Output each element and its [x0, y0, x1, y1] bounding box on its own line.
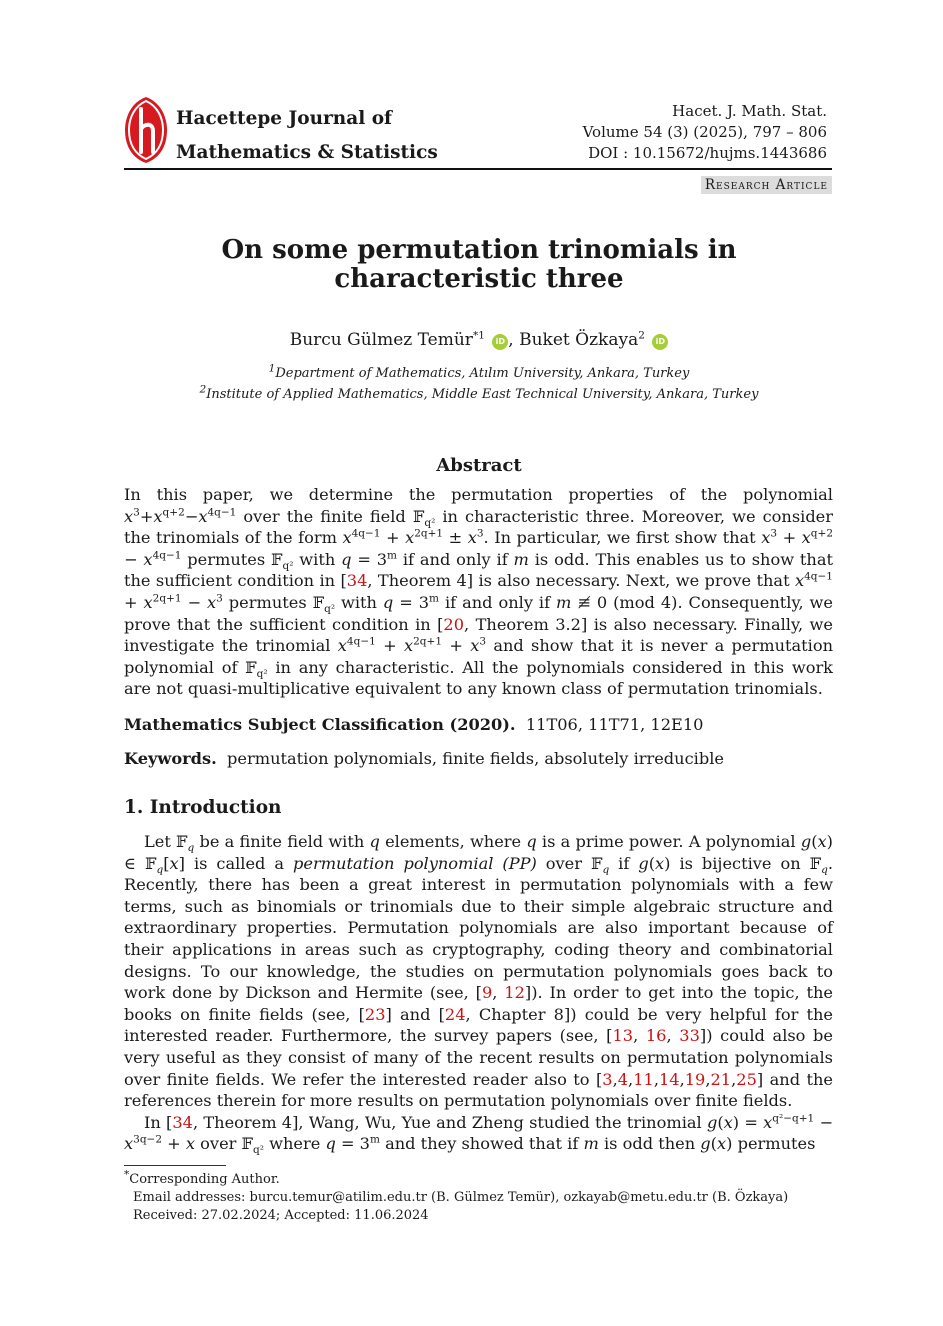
msc-line: [124, 715, 703, 734]
header-divider: [124, 168, 832, 170]
citation-doi[interactable]: DOI : 10.15672/hujms.1443686: [588, 144, 827, 162]
citation-volume: Volume 54 (3) (2025), 797 – 806: [582, 123, 827, 141]
author-line: Burcu Gülmez Temür$^{*1}$ iD , Buket Özkaya$^2$ iD: [124, 330, 834, 350]
footnote-dates: Received: 27.02.2024; Accepted: 11.06.2024: [133, 1208, 429, 1223]
keywords-label: Keywords.: [124, 749, 217, 768]
keywords-line: [124, 749, 724, 768]
footnote-divider: [124, 1165, 226, 1166]
orcid-icon[interactable]: iD: [492, 334, 508, 350]
journal-name: [176, 102, 438, 170]
abstract-heading: Abstract: [436, 455, 522, 476]
author-1: Burcu Gülmez Temür: [289, 330, 473, 350]
footnote-emails: Email addresses: burcu.temur@atilim.edu.tr (B. Gülmez Temür), ozkayab@metu.edu.tr (B. Özkaya): [133, 1190, 789, 1205]
keywords-value: permutation polynomials, finite fields, absolutely irreducible: [227, 749, 724, 768]
hacettepe-logo-icon: [124, 96, 168, 164]
msc-label: Mathematics Subject Classification (2020).: [124, 715, 516, 734]
author-1-marks: *1: [472, 329, 485, 342]
author-2-marks: 2: [638, 329, 645, 342]
affiliation-1: $^1$Department of Mathematics, Atılım University, Ankara, Turkey: [268, 362, 690, 381]
msc-value: 11T06, 11T71, 12E10: [525, 715, 704, 734]
intro-paragraph-1: Let 𝔽$_q$ be a finite field with q elements, where q is a prime power. A polynomial g(x) ∈ 𝔽$_q$[x] is called a permutation polynomial (PP) over 𝔽$_q$ if g(x) is bijective on 𝔽$_q$. Recently, there has been a great interest in permutation polynomials with a few terms, such as binomials or trinomials due to their simple algebraic structure and extraordinary properties. Permutation polynomials are also important because of their applications in areas such as cryptography, coding theory and combinatorial designs. To our knowledge, the studies on permutation polynomials goes back to work done by Dickson and Hermite (see, [9, 12]). In order to get into the topic, the books on finite fields (see, [23] and [24, Chapter 8]) could be very helpful for the interested reader. Furthermore, the survey papers (see, [13, 16, 33]) could also be very useful as they consist of many of the recent results on permutation polynomials over finite fields. We refer the interested reader also to [3,4,11,14,19,21,25] and the references therein for more results on permutation polynomials over finite fields.: [124, 832, 834, 1111]
section-heading-introduction: 1. Introduction: [124, 797, 282, 818]
citation-block: [583, 101, 827, 164]
citation-journal: Hacet. J. Math. Stat.: [672, 102, 827, 120]
journal-name-line2: Mathematics & Statistics: [176, 142, 438, 163]
footnote-corresponding: *Corresponding Author.: [124, 1168, 280, 1187]
orcid-icon[interactable]: iD: [652, 334, 668, 350]
paper-title: On some permutation trinomials in characteristic three: [221, 235, 737, 294]
author-2: Buket Özkaya: [519, 330, 639, 350]
intro-paragraph-2: In [34, Theorem 4], Wang, Wu, Yue and Zheng studied the trinomial $g(x) = x^{q^2-q+1} - x^{3q-2} + x$ over 𝔽$_{q^2}$ where $q = 3^m$ and they showed that if m is odd then g(x) permutes: [124, 1112, 834, 1157]
introduction-body: [124, 831, 833, 1155]
journal-name-line1: Hacettepe Journal of: [176, 108, 393, 129]
affiliation-2-mark: 2: [199, 383, 207, 396]
article-type-badge: Research Article: [701, 176, 832, 194]
affiliation-2: $^2$Institute of Applied Mathematics, Middle East Technical University, Ankara, Turkey: [199, 383, 759, 402]
affiliation-1-mark: 1: [268, 362, 276, 375]
abstract-body: In this paper, we determine the permutation properties of the polynomial $x^3+x^{q+2}-x^{4q-1}$ over the finite field 𝔽$_{q^2}$ in characteristic three. Moreover, we consider the trinomials of the form $x^{4q-1} + x^{2q+1} \pm x^3$. In particular, we first show that $x^3 + x^{q+2} - x^{4q-1}$ permutes 𝔽$_{q^2}$ with $q = 3^m$ if and only if m is odd. This enables us to show that the sufficient condition in [34, Theorem 4] is also necessary. Next, we prove that $x^{4q-1} + x^{2q+1} - x^3$ permutes 𝔽$_{q^2}$ with $q = 3^m$ if and only if m ≢ 0 (mod 4). Consequently, we prove that the sufficient condition in [20, Theorem 3.2] is also necessary. Finally, we investigate the trinomial $x^{4q-1} + x^{2q+1} + x^3$ and show that it is never a permutation polynomial of 𝔽$_{q^2}$ in any characteristic. All the polynomials considered in this work are not quasi-multiplicative equivalent to any known class of permutation trinomials.: [124, 485, 834, 699]
